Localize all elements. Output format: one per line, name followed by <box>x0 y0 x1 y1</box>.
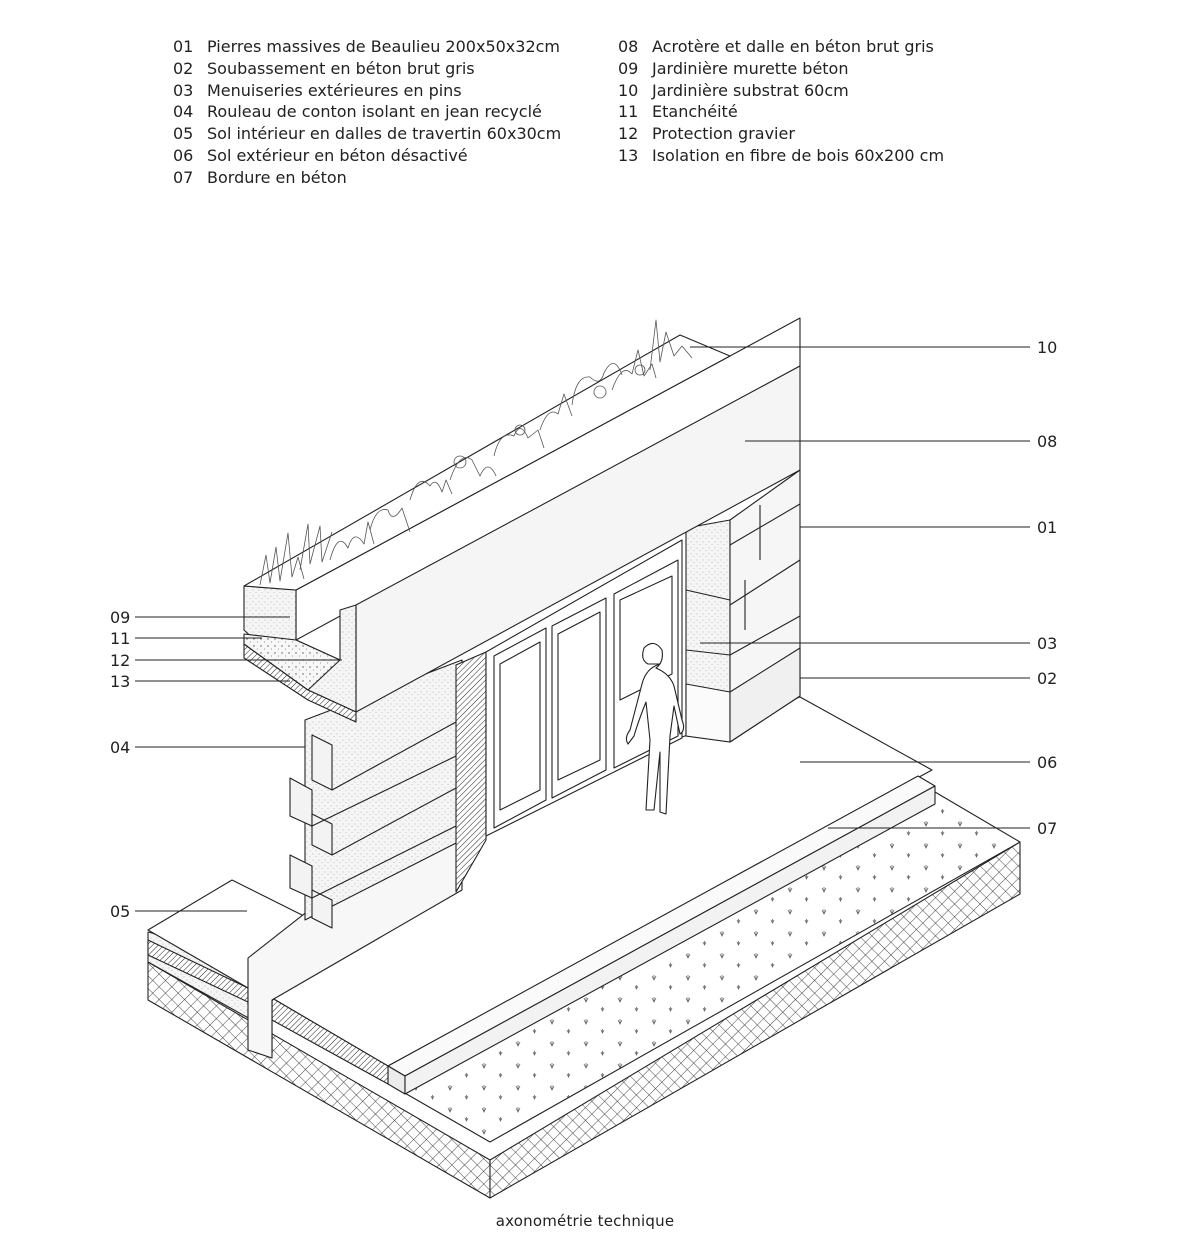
legend-number: 13 <box>618 145 639 165</box>
legend-text: Menuiseries extérieures en pins <box>207 80 462 100</box>
legend-text: Isolation en fibre de bois 60x200 cm <box>652 145 945 165</box>
legend-text: Pierres massives de Beaulieu 200x50x32cm <box>207 37 561 56</box>
callout-04: 04 <box>110 738 131 757</box>
callout-01: 01 <box>1037 518 1058 537</box>
legend-text: Sol intérieur en dalles de travertin 60x30cm <box>207 124 562 144</box>
callout-08: 08 <box>1037 432 1058 451</box>
legend-text: Protection gravier <box>652 124 795 144</box>
legend-number: 07 <box>173 167 194 187</box>
legend-number: 09 <box>618 58 639 78</box>
callout-12: 12 <box>110 651 131 670</box>
callout-13: 13 <box>110 672 131 691</box>
callout-02: 02 <box>1037 669 1058 688</box>
callout-11: 11 <box>110 629 131 648</box>
legend-text: Rouleau de conton isolant en jean recyclé <box>207 102 542 122</box>
legend-number: 02 <box>173 58 194 78</box>
pier-base <box>686 684 730 742</box>
legend-text: Acrotère et dalle en béton brut gris <box>652 37 934 56</box>
legend-number: 12 <box>618 124 639 144</box>
legend-number: 11 <box>618 102 639 122</box>
callout-10: 10 <box>1037 338 1058 357</box>
callout-06: 06 <box>1037 753 1058 772</box>
legend-text: Bordure en béton <box>207 167 347 187</box>
legend-text: Jardinière murette béton <box>652 58 849 78</box>
drawing-caption: axonométrie technique <box>495 1212 675 1230</box>
legend-text: Soubassement en béton brut gris <box>207 58 475 78</box>
legend-number: 05 <box>173 124 194 144</box>
callout-09: 09 <box>110 608 131 627</box>
legend-text: Etanchéité <box>652 102 738 122</box>
legend-number: 06 <box>173 145 194 165</box>
legend-number: 08 <box>618 37 639 56</box>
legend-number: 04 <box>173 102 194 122</box>
callout-03: 03 <box>1037 634 1058 653</box>
legend-text: Sol extérieur en béton désactivé <box>207 145 468 165</box>
legend-number: 10 <box>618 80 639 100</box>
callout-05: 05 <box>110 902 131 921</box>
callout-07: 07 <box>1037 819 1058 838</box>
legend-text: Jardinière substrat 60cm <box>652 80 849 100</box>
legend-number: 03 <box>173 80 194 100</box>
legend-number: 01 <box>173 37 194 56</box>
